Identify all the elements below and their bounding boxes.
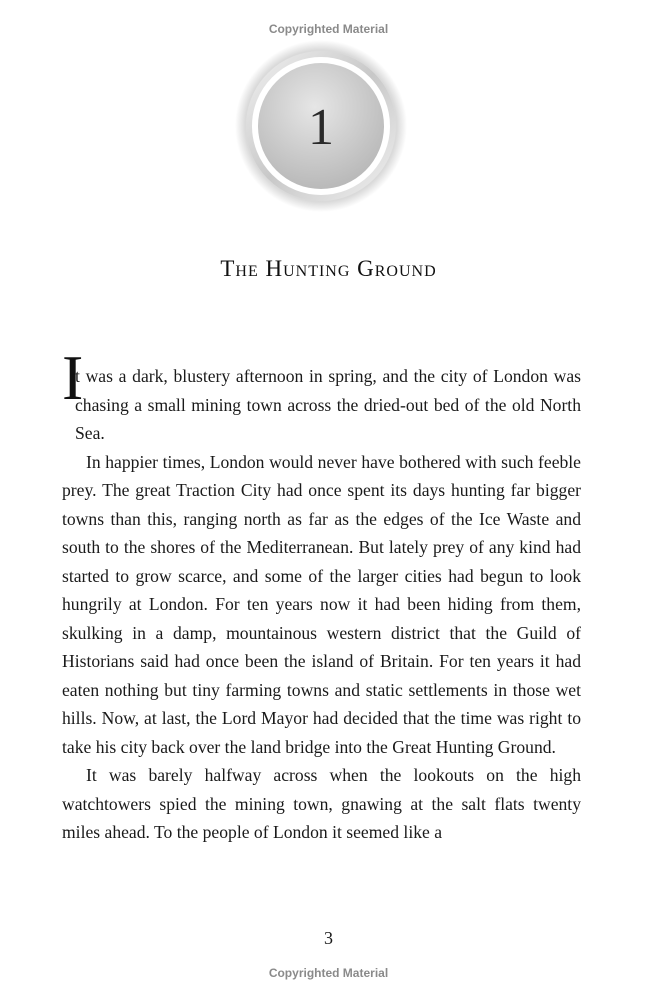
- chapter-number-emblem: [233, 38, 409, 214]
- drop-cap: I: [62, 342, 84, 413]
- paragraph-3: It was barely halfway across when the lookouts on the high watchtowers spied the mining town, gnawing at the salt flats twenty miles ahead. To the people of London it seemed like a: [62, 765, 581, 842]
- copyright-watermark-top: Copyrighted Material: [268, 22, 389, 36]
- chapter-body: [62, 342, 581, 847]
- paragraph-1: [62, 342, 581, 448]
- copyright-watermark-bottom: Copyrighted Material: [268, 966, 389, 980]
- chapter-title-text: The Hunting Ground: [220, 256, 437, 281]
- chapter-number: 1: [308, 99, 334, 156]
- paragraph-1-text: t was a dark, blustery afternoon in spring, and the city of London was chasing a small mining town across the dried-out bed of the old North Sea.: [75, 366, 581, 443]
- page-number: 3: [324, 928, 333, 948]
- paragraph-2: In happier times, London would never have bothered with such feeble prey. The great Traction City had once spent its days hunting far bigger towns than this, ranging north as far as the edges of the Ice Waste and south to the shores of the Mediterranean. But lately prey of any kind had started to grow scarce, and some of the larger cities had begun to look hungrily at London. For ten years now it had been hiding from them, skulking in a damp, mountainous western district that the Guild of Historians said had once been the island of Britain. For ten years it had eaten nothing but tiny farming towns and static settlements in those wet hills. Now, at last, the Lord Mayor had decided that the time was right to take his city back over the land bridge into the Great Hunting Ground.: [62, 451, 581, 757]
- chapter-title: [0, 256, 657, 282]
